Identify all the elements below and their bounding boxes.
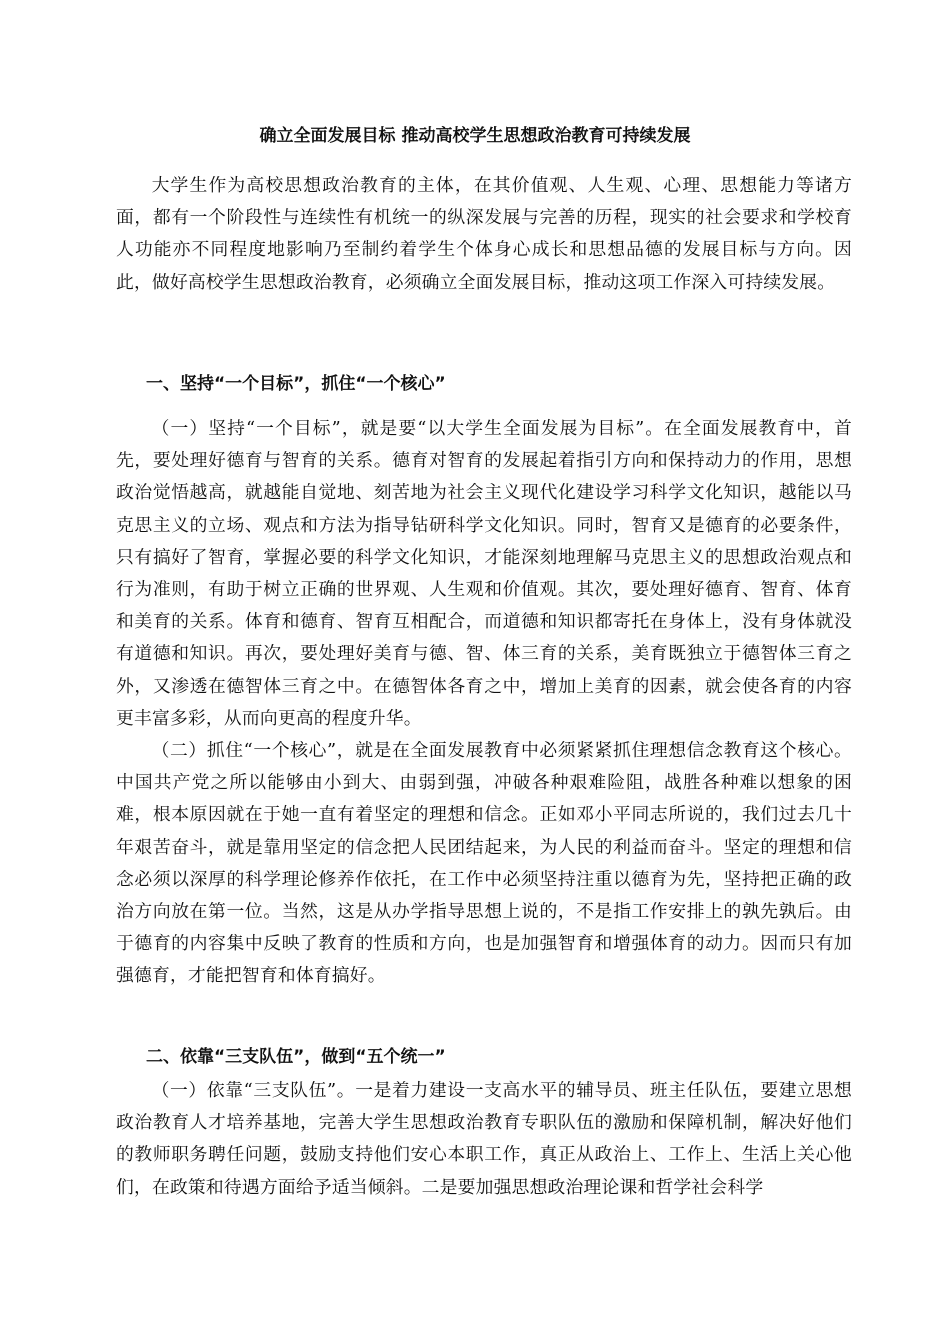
section-2-heading: 二、依靠“三支队伍”，做到“五个统一” <box>146 1047 446 1067</box>
section-2-paragraph-1: （一）依靠“三支队伍”。一是着力建设一支高水平的辅导员、班主任队伍，要建立思想政治教育人才培养基地，完善大学生思想政治教育专职队伍的激励和保障机制，解决好他们的教师职务聘任问题，鼓励支持他们安心本职工作，真正从政治上、工作上、生活上关心他们，在政策和待遇方面给予适当倾斜。二是要加强思想政治理论课和哲学社会科学 <box>116 1080 852 1198</box>
section-1-paragraph-1: （一）坚持“一个目标”，就是要“以大学生全面发展为目标”。在全面发展教育中，首先，要处理好德育与智育的关系。德育对智育的发展起着指引方向和保持动力的作用，思想政治觉悟越高，就越能自觉地、刻苦地为社会主义现代化建设学习科学文化知识，越能以马克思主义的立场、观点和方法为指导钻研科学文化知识。同时，智育又是德育的必要条件，只有搞好了智育，掌握必要的科学文化知识，才能深刻地理解马克思主义的思想政治观点和行为准则，有助于树立正确的世界观、人生观和价值观。其次，要处理好德育、智育、体育和美育的关系。体育和德育、智育互相配合，而道德和知识都寄托在身体上，没有身体就没有道德和知识。再次，要处理好美育与德、智、体三育的关系，美育既独立于德智体三育之外，又渗透在德智体三育之中。在德智体各育之中，增加上美育的因素，就会使各育的内容更丰富多彩，从而向更高的程度升华。 <box>116 418 852 729</box>
intro-paragraph: 大学生作为高校思想政治教育的主体，在其价值观、人生观、心理、思想能力等诸方面，都有一个阶段性与连续性有机统一的纵深发展与完善的历程，现实的社会要求和学校育人功能亦不同程度地影响乃至制约着学生个体身心成长和思想品德的发展目标与方向。因此，做好高校学生思想政治教育，必须确立全面发展目标，推动这项工作深入可持续发展。 <box>116 175 852 293</box>
section-1-paragraph-2: （二）抓住“一个核心”，就是在全面发展教育中必须紧紧抓住理想信念教育这个核心。中国共产党之所以能够由小到大、由弱到强，冲破各种艰难险阻，战胜各种难以想象的困难，根本原因就在于她一直有着坚定的理想和信念。正如邓小平同志所说的，我们过去几十年艰苦奋斗，就是靠用坚定的信念把人民团结起来，为人民的利益而奋斗。坚定的理想和信念必须以深厚的科学理论修养作依托，在工作中必须坚持注重以德育为先，坚持把正确的政治方向放在第一位。当然，这是从办学指导思想上说的，不是指工作安排上的孰先孰后。由于德育的内容集中反映了教育的性质和方向，也是加强智育和增强体育的动力。因而只有加强德育，才能把智育和体育搞好。 <box>116 740 852 987</box>
document-title: 确立全面发展目标 推动高校学生思想政治教育可持续发展 <box>259 126 691 146</box>
section-1-heading: 一、坚持“一个目标”，抓住“一个核心” <box>146 374 446 394</box>
